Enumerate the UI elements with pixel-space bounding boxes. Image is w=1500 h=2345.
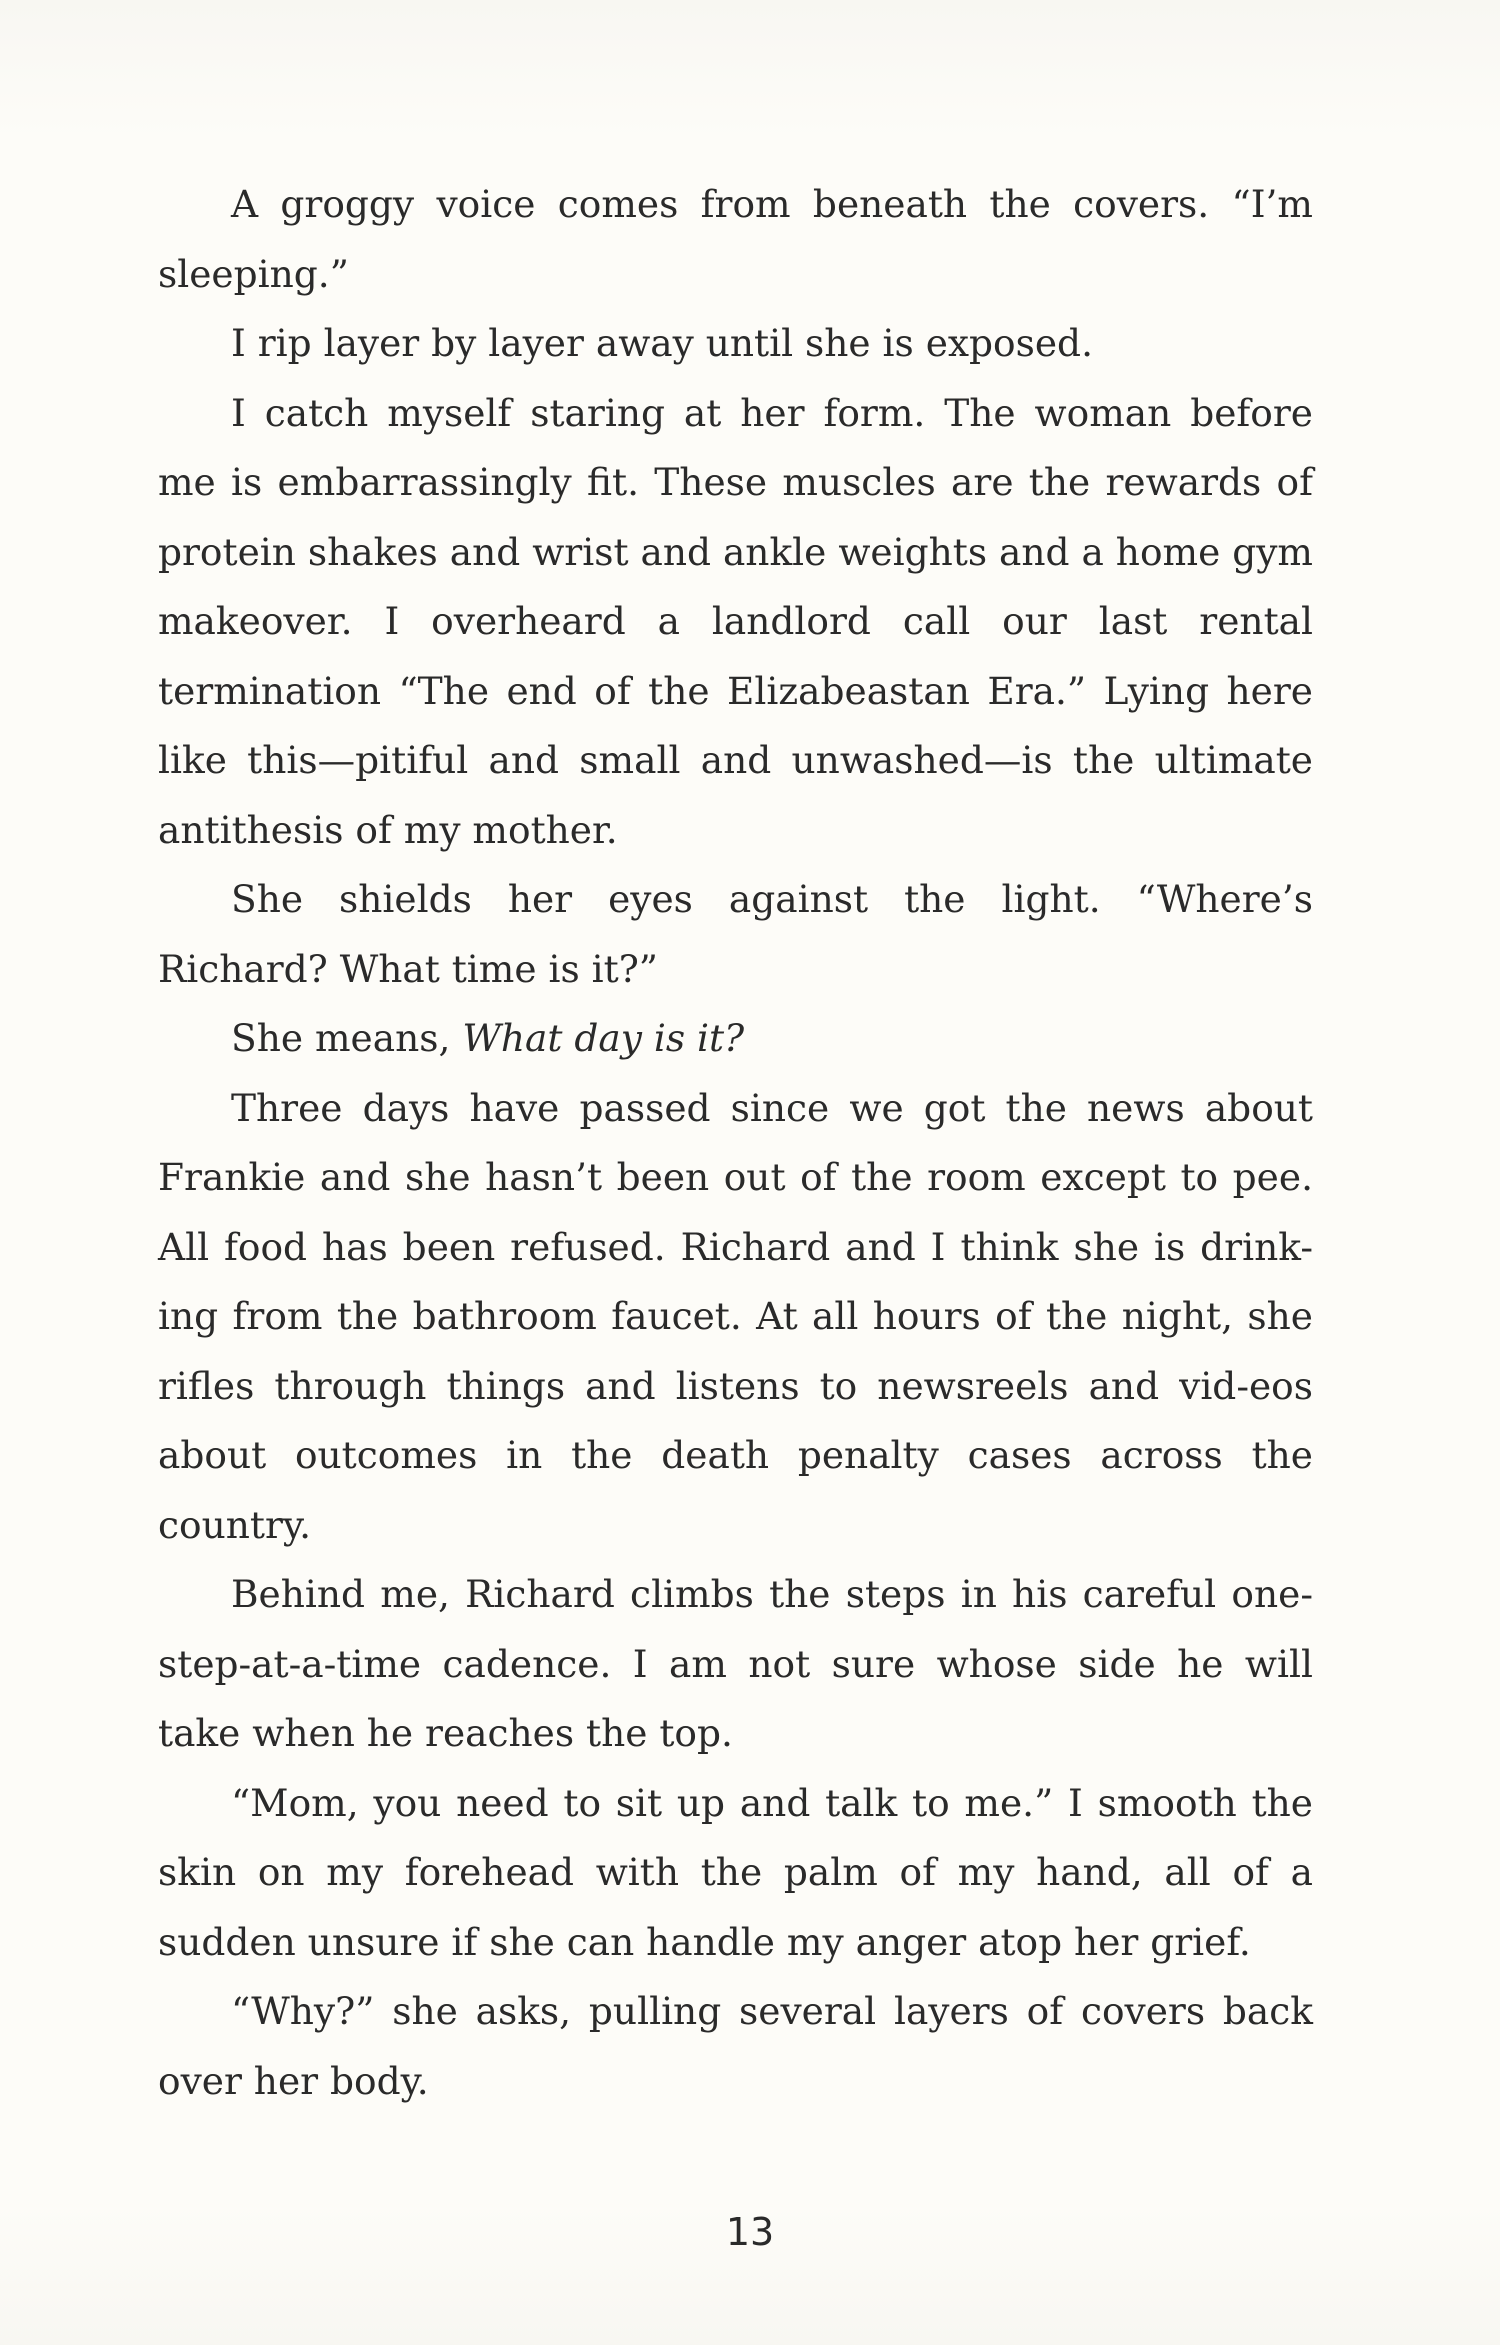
paragraph: A groggy voice comes from beneath the covers. “I’m sleeping.” (158, 182, 1313, 296)
paragraph: Three days have passed since we got the news about Frankie and she hasn’t been out of the room except to pee. All food has been refused. Richard and I think she is drink-ing from the bathroom faucet. At all hours of the night, she rifles through things and listens to newsreels and vid-eos about outcomes in the death penalty cases across the country. (158, 1085, 1313, 1547)
paragraph: She shields her eyes against the light. “Where’s Richard? What time is it?” (158, 877, 1313, 991)
body-text (158, 170, 1313, 2116)
paragraph: “Why?” she asks, pulling several layers of covers back over her body. (158, 1989, 1313, 2103)
paragraph (158, 1004, 1313, 1074)
paragraph-text: She means, (231, 1016, 463, 1060)
paragraph: Behind me, Richard climbs the steps in his careful one-step-at-a-time cadence. I am not sure whose side he will take when he reaches the top. (158, 1572, 1313, 1755)
paragraph: “Mom, you need to sit up and talk to me.” I smooth the skin on my forehead with the palm of my hand, all of a sudden unsure if she can handle my anger atop her grief. (158, 1780, 1313, 1964)
paragraph: I catch myself staring at her form. The woman before me is embarrassingly fit. These muscles are the rewards of protein shakes and wrist and ankle weights and a home gym makeover. I overheard a landlord call our last rental termination “The end of the Elizabeastan Era.” Lying here like this—pitiful and small and unwashed—is the ultimate antithesis of my mother. (158, 390, 1313, 852)
italic-phrase: What day is it? (462, 1016, 745, 1060)
paragraph: I rip layer by layer away until she is exposed. (231, 321, 1093, 365)
page-number: 13 (725, 2210, 775, 2254)
